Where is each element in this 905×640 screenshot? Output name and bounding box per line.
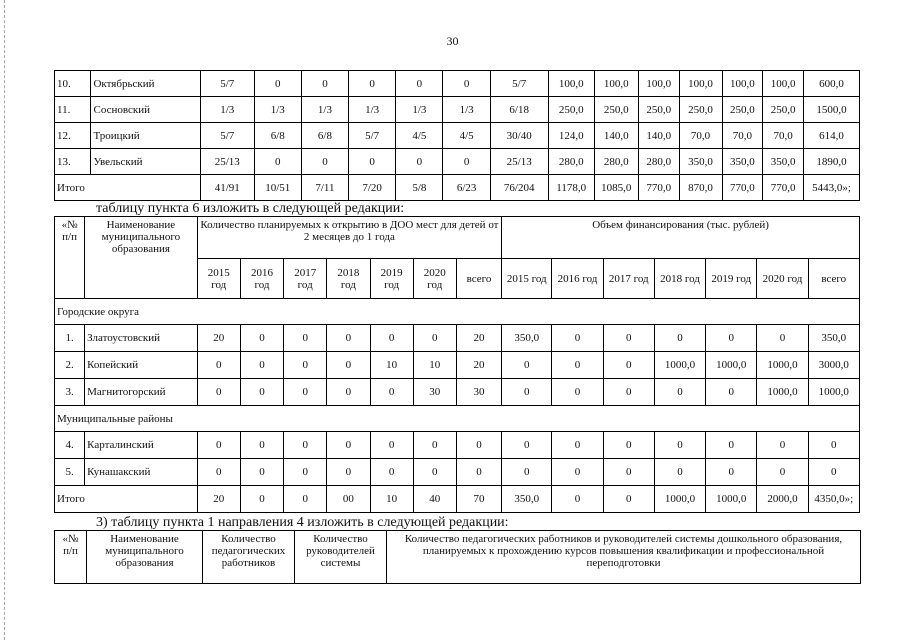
row-number: 5. xyxy=(55,459,85,486)
row-number: 1. xyxy=(55,325,85,352)
table-cell: 0 xyxy=(396,149,443,175)
table-cell: 124,0 xyxy=(548,123,594,149)
table-cell: 250,0 xyxy=(722,97,763,123)
page-number: 30 xyxy=(446,34,459,48)
table-cell: 250,0 xyxy=(679,97,722,123)
table-cell: 0 xyxy=(552,352,603,379)
table-row xyxy=(55,352,860,379)
table-cell: 0 xyxy=(197,432,240,459)
municipality-name: Октябрьский xyxy=(91,71,200,97)
total-cell: 10 xyxy=(370,486,413,513)
header-num: «№ п/п xyxy=(55,217,85,299)
section-label: Муниципальные районы xyxy=(55,406,860,432)
table-cell: 0 xyxy=(197,352,240,379)
table-cell: 0 xyxy=(757,432,808,459)
table-cell: 0 xyxy=(284,379,327,406)
header-teachers: Количество педагогических работников xyxy=(203,531,295,584)
table-cell: 100,0 xyxy=(763,71,804,97)
total-cell: 70 xyxy=(456,486,501,513)
table-cell: 100,0 xyxy=(594,71,638,97)
total-cell: 10/51 xyxy=(254,175,301,201)
year-header: 2015 год xyxy=(197,259,240,299)
table-cell: 0 xyxy=(808,459,859,486)
total-cell: 7/11 xyxy=(301,175,348,201)
year-header: 2018 год xyxy=(327,259,370,299)
total-cell: 0 xyxy=(603,486,654,513)
total-cell: 1000,0 xyxy=(654,486,705,513)
table-cell: 0 xyxy=(413,325,456,352)
year-header: 2016 год xyxy=(240,259,283,299)
table-cell: 30/40 xyxy=(490,123,548,149)
total-cell: 0 xyxy=(552,486,603,513)
table-cell: 0 xyxy=(502,432,552,459)
table-cell: 0 xyxy=(240,432,283,459)
table-cell: 6/8 xyxy=(301,123,348,149)
section-urban-districts xyxy=(55,299,860,325)
header-name: Наименование муниципального образования xyxy=(87,531,203,584)
total-row xyxy=(55,175,860,201)
municipality-name: Троицкий xyxy=(91,123,200,149)
header-financing: Объем финансирования (тыс. рублей) xyxy=(502,217,860,259)
table-row xyxy=(55,97,860,123)
table-cell: 0 xyxy=(254,149,301,175)
table-cell: 250,0 xyxy=(763,97,804,123)
table-cell: 0 xyxy=(327,352,370,379)
caption-table-6: таблицу пункта 6 изложить в следующей редакции: xyxy=(96,201,405,216)
table-cell: 0 xyxy=(284,432,327,459)
table-cell: 140,0 xyxy=(594,123,638,149)
table-cell: 0 xyxy=(240,325,283,352)
total-cell: 5443,0»; xyxy=(804,175,860,201)
table-cell: 0 xyxy=(327,379,370,406)
table-cell: 100,0 xyxy=(638,71,679,97)
table-cell: 0 xyxy=(757,459,808,486)
table-cell: 0 xyxy=(197,459,240,486)
municipality-name: Копейский xyxy=(85,352,198,379)
table-cell: 100,0 xyxy=(679,71,722,97)
table-cell: 4/5 xyxy=(443,123,490,149)
year-header: всего xyxy=(456,259,501,299)
table-cell: 0 xyxy=(757,325,808,352)
section-label: Городские округа xyxy=(55,299,860,325)
table-cell: 0 xyxy=(603,379,654,406)
table-cell: 5/7 xyxy=(200,71,254,97)
table-cell: 0 xyxy=(456,459,501,486)
header-num: «№ п/п xyxy=(55,531,87,584)
row-number: 4. xyxy=(55,432,85,459)
total-cell: 00 xyxy=(327,486,370,513)
total-cell: 870,0 xyxy=(679,175,722,201)
table-cell: 350,0 xyxy=(679,149,722,175)
total-cell: 1178,0 xyxy=(548,175,594,201)
table-cell: 0 xyxy=(706,459,757,486)
table-cell: 1/3 xyxy=(254,97,301,123)
total-cell: 4350,0»; xyxy=(808,486,859,513)
table-cell: 0 xyxy=(706,325,757,352)
table-doo-places xyxy=(54,216,860,513)
table-cell: 25/13 xyxy=(200,149,254,175)
municipality-name: Златоустовский xyxy=(85,325,198,352)
table-cell: 350,0 xyxy=(722,149,763,175)
table-cell: 0 xyxy=(396,71,443,97)
table-cell: 600,0 xyxy=(804,71,860,97)
total-cell: 770,0 xyxy=(722,175,763,201)
total-label: Итого xyxy=(55,175,201,201)
year-header: 2019 год xyxy=(706,259,757,299)
table-cell: 0 xyxy=(349,71,396,97)
table-cell: 250,0 xyxy=(548,97,594,123)
table-cell: 0 xyxy=(254,71,301,97)
table-cell: 1890,0 xyxy=(804,149,860,175)
table-cell: 100,0 xyxy=(722,71,763,97)
table-cell: 1/3 xyxy=(396,97,443,123)
year-header: всего xyxy=(808,259,859,299)
table-cell: 1000,0 xyxy=(757,379,808,406)
total-cell: 6/23 xyxy=(443,175,490,201)
table-cell: 0 xyxy=(327,325,370,352)
table-cell: 0 xyxy=(301,149,348,175)
table-cell: 0 xyxy=(603,325,654,352)
table-cell: 10 xyxy=(413,352,456,379)
table-cell: 0 xyxy=(706,379,757,406)
year-header: 2015 год xyxy=(502,259,552,299)
table-cell: 0 xyxy=(413,432,456,459)
table-continuation xyxy=(54,70,860,201)
table-cell: 0 xyxy=(654,325,705,352)
municipality-name: Увельский xyxy=(91,149,200,175)
table-cell: 250,0 xyxy=(594,97,638,123)
table-cell: 70,0 xyxy=(763,123,804,149)
table-cell: 0 xyxy=(349,149,396,175)
table-cell: 1/3 xyxy=(200,97,254,123)
table-cell: 280,0 xyxy=(548,149,594,175)
total-cell: 770,0 xyxy=(638,175,679,201)
year-header: 2018 год xyxy=(654,259,705,299)
row-number: 10. xyxy=(55,71,91,97)
table-training xyxy=(54,530,861,584)
caption-direction-4: 3) таблицу пункта 1 направления 4 изложить в следующей редакции: xyxy=(96,515,509,530)
table-cell: 20 xyxy=(456,325,501,352)
table-cell: 0 xyxy=(370,379,413,406)
table-cell: 280,0 xyxy=(638,149,679,175)
table-cell: 0 xyxy=(443,149,490,175)
total-label: Итого xyxy=(55,486,198,513)
total-cell: 1000,0 xyxy=(706,486,757,513)
table-cell: 350,0 xyxy=(763,149,804,175)
year-header: 2019 год xyxy=(370,259,413,299)
year-header: 2020 год xyxy=(757,259,808,299)
table-cell: 0 xyxy=(240,352,283,379)
table-cell: 250,0 xyxy=(638,97,679,123)
table-cell: 70,0 xyxy=(722,123,763,149)
table-cell: 1/3 xyxy=(443,97,490,123)
table-cell: 1/3 xyxy=(349,97,396,123)
total-cell: 41/91 xyxy=(200,175,254,201)
table-cell: 350,0 xyxy=(502,325,552,352)
table-row xyxy=(55,71,860,97)
table-cell: 0 xyxy=(502,379,552,406)
table-cell: 0 xyxy=(370,432,413,459)
municipality-name: Карталинский xyxy=(85,432,198,459)
year-header: 2017 год xyxy=(284,259,327,299)
total-row xyxy=(55,486,860,513)
table-cell: 0 xyxy=(502,352,552,379)
table-cell: 6/18 xyxy=(490,97,548,123)
table-cell: 0 xyxy=(284,325,327,352)
section-municipal-districts xyxy=(55,406,860,432)
table-cell: 0 xyxy=(240,379,283,406)
table-cell: 0 xyxy=(603,459,654,486)
page-edge-line xyxy=(4,0,5,640)
table-cell: 0 xyxy=(327,432,370,459)
table-cell: 0 xyxy=(654,459,705,486)
table-cell: 0 xyxy=(456,432,501,459)
total-cell: 0 xyxy=(240,486,283,513)
table-cell: 0 xyxy=(197,379,240,406)
table-cell: 0 xyxy=(706,432,757,459)
municipality-name: Сосновский xyxy=(91,97,200,123)
table-cell: 10 xyxy=(370,352,413,379)
table-cell: 5/7 xyxy=(490,71,548,97)
table-cell: 0 xyxy=(370,459,413,486)
header-name: Наименование муниципального образования xyxy=(85,217,198,299)
total-cell: 5/8 xyxy=(396,175,443,201)
table-cell: 0 xyxy=(240,459,283,486)
table-cell: 1500,0 xyxy=(804,97,860,123)
table-cell: 0 xyxy=(552,325,603,352)
table-row xyxy=(55,432,860,459)
total-cell: 7/20 xyxy=(349,175,396,201)
year-header: 2016 год xyxy=(552,259,603,299)
table-cell: 140,0 xyxy=(638,123,679,149)
table-cell: 0 xyxy=(552,379,603,406)
header-courses: Количество педагогических работников и руководителей системы дошкольного образования, планируемых к прохождению курсов повышения квалификации и профессиональной переподготовки xyxy=(387,531,861,584)
table-cell: 20 xyxy=(197,325,240,352)
total-cell: 40 xyxy=(413,486,456,513)
year-header: 2020 год xyxy=(413,259,456,299)
table-cell: 30 xyxy=(456,379,501,406)
header-managers: Количество руководителей системы xyxy=(295,531,387,584)
table-cell: 0 xyxy=(654,432,705,459)
table-cell: 1000,0 xyxy=(757,352,808,379)
table-row xyxy=(55,123,860,149)
table-cell: 280,0 xyxy=(594,149,638,175)
table-cell: 100,0 xyxy=(548,71,594,97)
table-cell: 6/8 xyxy=(254,123,301,149)
table-cell: 0 xyxy=(603,352,654,379)
table-cell: 0 xyxy=(502,459,552,486)
table-cell: 70,0 xyxy=(679,123,722,149)
table-cell: 25/13 xyxy=(490,149,548,175)
row-number: 11. xyxy=(55,97,91,123)
table-cell: 0 xyxy=(284,459,327,486)
table-cell: 350,0 xyxy=(808,325,859,352)
table-row xyxy=(55,149,860,175)
total-cell: 1085,0 xyxy=(594,175,638,201)
header-places: Количество планируемых к открытию в ДОО мест для детей от 2 месяцев до 1 года xyxy=(197,217,501,259)
municipality-name: Магнитогорский xyxy=(85,379,198,406)
row-number: 3. xyxy=(55,379,85,406)
table-cell: 0 xyxy=(301,71,348,97)
row-number: 12. xyxy=(55,123,91,149)
table-cell: 1000,0 xyxy=(808,379,859,406)
total-cell: 350,0 xyxy=(502,486,552,513)
table-cell: 1/3 xyxy=(301,97,348,123)
table-cell: 5/7 xyxy=(349,123,396,149)
row-number: 2. xyxy=(55,352,85,379)
table-cell: 614,0 xyxy=(804,123,860,149)
row-number: 13. xyxy=(55,149,91,175)
table-cell: 4/5 xyxy=(396,123,443,149)
year-header: 2017 год xyxy=(603,259,654,299)
total-cell: 0 xyxy=(284,486,327,513)
table-cell: 0 xyxy=(370,325,413,352)
table-cell: 0 xyxy=(654,379,705,406)
table-cell: 1000,0 xyxy=(706,352,757,379)
table-cell: 5/7 xyxy=(200,123,254,149)
total-cell: 76/204 xyxy=(490,175,548,201)
table-cell: 20 xyxy=(456,352,501,379)
table-row xyxy=(55,379,860,406)
total-cell: 20 xyxy=(197,486,240,513)
table-cell: 30 xyxy=(413,379,456,406)
total-cell: 2000,0 xyxy=(757,486,808,513)
table-cell: 0 xyxy=(552,459,603,486)
table-cell: 0 xyxy=(327,459,370,486)
total-cell: 770,0 xyxy=(763,175,804,201)
table-cell: 0 xyxy=(284,352,327,379)
table-cell: 0 xyxy=(413,459,456,486)
table-cell: 0 xyxy=(443,71,490,97)
table-cell: 1000,0 xyxy=(654,352,705,379)
table-cell: 0 xyxy=(808,432,859,459)
table-row xyxy=(55,459,860,486)
table-cell: 0 xyxy=(552,432,603,459)
municipality-name: Кунашакский xyxy=(85,459,198,486)
table-cell: 3000,0 xyxy=(808,352,859,379)
table-cell: 0 xyxy=(603,432,654,459)
table-row xyxy=(55,325,860,352)
